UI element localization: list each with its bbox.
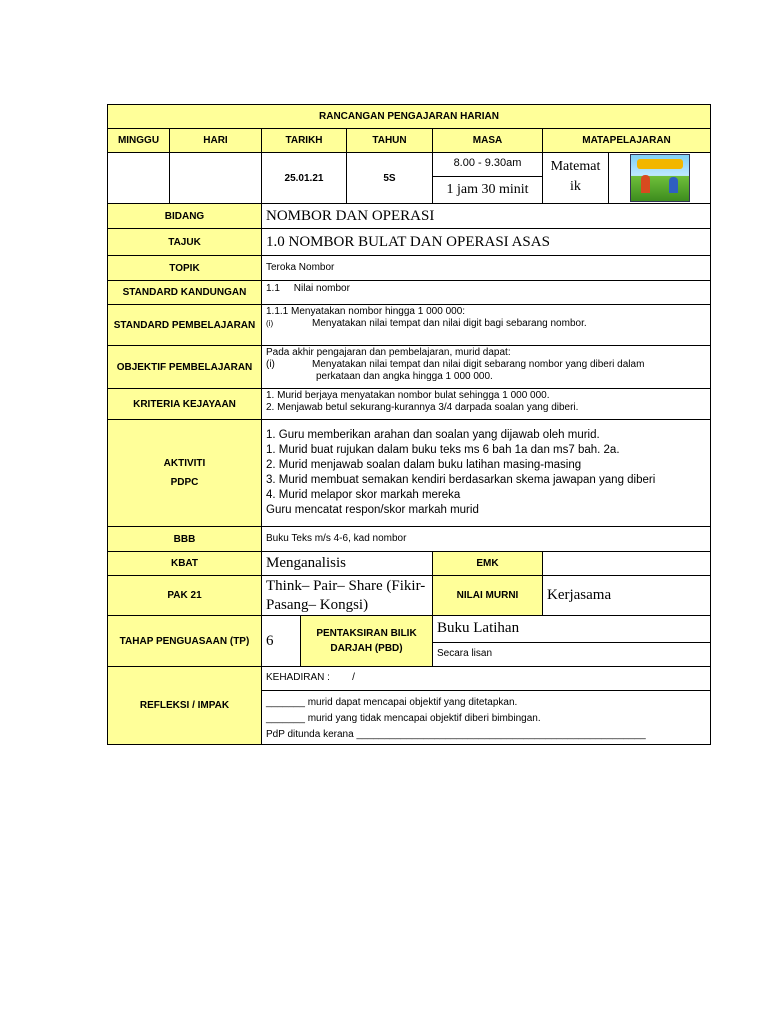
tp-value: 6 bbox=[262, 616, 301, 667]
standard-pembelajaran-cell bbox=[262, 305, 711, 346]
tahun-value: 5S bbox=[347, 153, 433, 204]
label-pdpc: PDPC bbox=[170, 477, 199, 488]
aktiviti-item: 4. Murid melapor skor markah mereka bbox=[266, 489, 461, 501]
op-line-2: Menyatakan nilai tempat dan nilai digit sebarang nombor yang diberi dalam bbox=[312, 359, 645, 370]
aktiviti-item: 2. Murid menjawab soalan dalam buku latihan masing-masing bbox=[266, 459, 582, 471]
label-emk: EMK bbox=[433, 552, 543, 576]
pbd-cell bbox=[433, 616, 711, 667]
refleksi-line-1: _______ murid dapat mencapai objektif yang ditetapkan. bbox=[266, 697, 518, 708]
header-minggu: MINGGU bbox=[108, 129, 170, 153]
kk-line-1: 1. Murid berjaya menyatakan nombor bulat sehingga 1 000 000. bbox=[266, 390, 550, 401]
pak21-line-2: Pasang– Kongsi) bbox=[266, 596, 369, 613]
label-pbd-cell bbox=[301, 616, 433, 667]
label-pak21: PAK 21 bbox=[108, 576, 262, 616]
header-matapelajaran: MATAPELAJARAN bbox=[543, 129, 711, 153]
op-line-1: Pada akhir pengajaran dan pembelajaran, murid dapat: bbox=[266, 347, 511, 358]
header-masa: MASA bbox=[433, 129, 543, 153]
label-aktiviti-cell bbox=[108, 420, 262, 527]
header-hari: HARI bbox=[170, 129, 262, 153]
label-pbd-line-2: DARJAH (PBD) bbox=[330, 643, 403, 654]
label-tahap-penguasaan: TAHAP PENGUASAAN (TP) bbox=[108, 616, 262, 667]
label-bidang: BIDANG bbox=[108, 204, 262, 229]
masa-time: 8.00 - 9.30am bbox=[433, 153, 542, 177]
label-kriteria: KRITERIA KEJAYAAN bbox=[108, 389, 262, 420]
pbd-value-2: Secara lisan bbox=[437, 648, 493, 659]
label-aktiviti: AKTIVITI bbox=[163, 458, 206, 469]
op-marker: (i) bbox=[266, 359, 275, 370]
subject-image-cell bbox=[609, 153, 711, 204]
pak21-line-1: Think– Pair– Share (Fikir- bbox=[266, 577, 426, 594]
label-nilai-murni: NILAI MURNI bbox=[433, 576, 543, 616]
hari-value bbox=[170, 153, 262, 204]
subject-line-1: Matemat bbox=[550, 159, 601, 174]
label-bbb: BBB bbox=[108, 527, 262, 552]
label-objektif: OBJEKTIF PEMBELAJARAN bbox=[108, 346, 262, 389]
aktiviti-item: Guru mencatat respon/skor markah murid bbox=[266, 504, 479, 516]
tarikh-value: 25.01.21 bbox=[262, 153, 347, 204]
refleksi-cell bbox=[262, 667, 711, 745]
aktiviti-cell bbox=[262, 420, 711, 527]
aktiviti-item: 1. Murid buat rujukan dalam buku teks ms 6 bah 1a dan ms7 bah. 2a. bbox=[266, 444, 620, 456]
nilai-murni-value: Kerjasama bbox=[543, 576, 711, 616]
sp-marker: (i) bbox=[266, 319, 274, 328]
label-refleksi: REFLEKSI / IMPAK bbox=[108, 667, 262, 745]
kk-line-2: 2. Menjawab betul sekurang-kurannya 3/4 darpada soalan yang diberi. bbox=[266, 402, 579, 413]
objektif-cell bbox=[262, 346, 711, 389]
masa-cell bbox=[433, 153, 543, 204]
kriteria-cell bbox=[262, 389, 711, 420]
label-tajuk: TAJUK bbox=[108, 229, 262, 256]
kehadiran-value: KEHADIRAN : / bbox=[262, 668, 710, 691]
page-title: RANCANGAN PENGAJARAN HARIAN bbox=[108, 105, 711, 129]
pbd-value-1: Buku Latihan bbox=[433, 616, 710, 643]
sp-line-2: Menyatakan nilai tempat dan nilai digit bagi sebarang nombor. bbox=[312, 318, 587, 329]
masa-duration: 1 jam 30 minit bbox=[446, 182, 529, 197]
bidang-value: NOMBOR DAN OPERASI bbox=[262, 204, 711, 229]
subject-cell bbox=[543, 153, 609, 204]
label-pbd-line-1: PENTAKSIRAN BILIK bbox=[316, 628, 417, 639]
label-kbat: KBAT bbox=[108, 552, 262, 576]
refleksi-line-3: PdP ditunda kerana ____________________________________________________ bbox=[266, 729, 646, 740]
aktiviti-item: 1. Guru memberikan arahan dan soalan yang dijawab oleh murid. bbox=[266, 429, 600, 441]
lesson-plan-sheet bbox=[107, 104, 710, 745]
kbat-value: Menganalisis bbox=[262, 552, 433, 576]
minggu-value bbox=[108, 153, 170, 204]
label-standard-kandungan: STANDARD KANDUNGAN bbox=[108, 281, 262, 305]
label-topik: TOPIK bbox=[108, 256, 262, 281]
subject-line-2: ik bbox=[570, 179, 581, 194]
emk-value bbox=[543, 552, 711, 576]
label-standard-pembelajaran: STANDARD PEMBELAJARAN bbox=[108, 305, 262, 346]
pak21-cell bbox=[262, 576, 433, 616]
lesson-plan-table bbox=[107, 104, 711, 745]
header-tahun: TAHUN bbox=[347, 129, 433, 153]
bbb-value: Buku Teks m/s 4-6, kad nombor bbox=[262, 527, 711, 552]
tajuk-value: 1.0 NOMBOR BULAT DAN OPERASI ASAS bbox=[262, 229, 711, 256]
standard-kandungan-value: 1.1 Nilai nombor bbox=[262, 281, 711, 305]
op-line-3: perkataan dan angka hingga 1 000 000. bbox=[316, 371, 493, 382]
topik-value: Teroka Nombor bbox=[262, 256, 711, 281]
header-tarikh: TARIKH bbox=[262, 129, 347, 153]
aktiviti-item: 3. Murid membuat semakan kendiri berdasarkan skema jawapan yang diberi bbox=[266, 474, 656, 486]
sp-line-1: 1.1.1 Menyatakan nombor hingga 1 000 000: bbox=[266, 306, 466, 317]
subject-cover-image bbox=[630, 154, 690, 202]
refleksi-line-2: _______ murid yang tidak mencapai objektif diberi bimbingan. bbox=[266, 713, 541, 724]
refleksi-lines bbox=[262, 691, 710, 743]
